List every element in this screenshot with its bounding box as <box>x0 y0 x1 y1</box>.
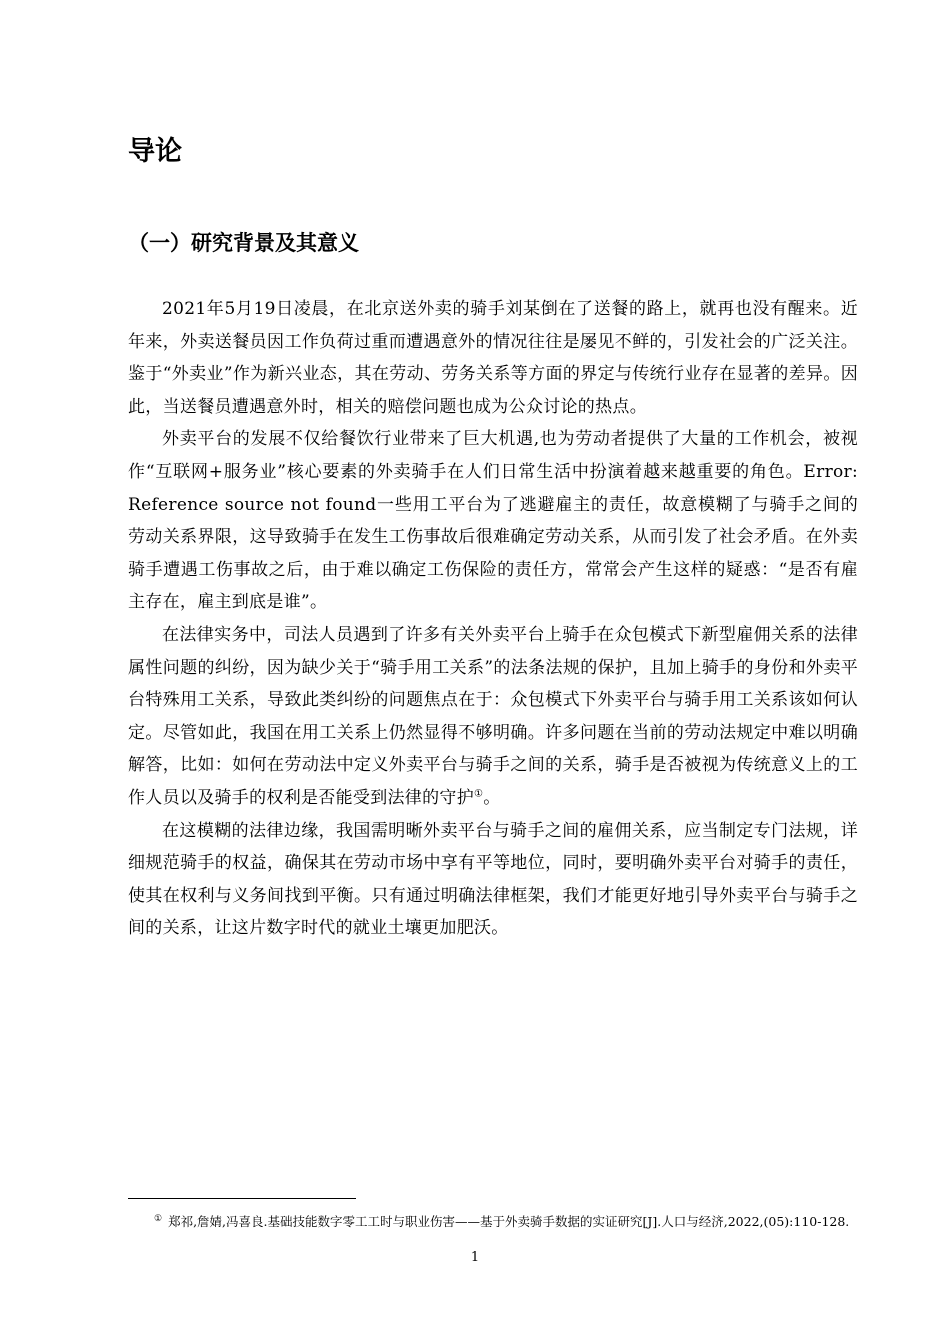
body-text <box>128 293 858 945</box>
paragraph-4: 在这模糊的法律边缘，我国需明晰外卖平台与骑手之间的雇佣关系，应当制定专门法规，详细规范骑手的权益，确保其在劳动市场中享有平等地位，同时，要明确外卖平台对骑手的责任，使其在权利与义务间找到平衡。只有通过明确法律框架，我们才能更好地引导外卖平台与骑手之间的关系，让这片数字时代的就业土壤更加肥沃。 <box>128 820 858 939</box>
footnote <box>128 1208 858 1233</box>
footnote-reference[interactable]: ① <box>474 788 484 800</box>
page-number: 1 <box>470 1250 480 1265</box>
paragraph-1: 2021年5月19日凌晨，在北京送外卖的骑手刘某倒在了送餐的路上，就再也没有醒来。近年来，外卖送餐员因工作负荷过重而遭遇意外的情况往往是屡见不鲜的，引发社会的广泛关注。鉴于“外卖业”作为新兴业态，其在劳动、劳务关系等方面的界定与传统行业存在显著的差异。因此，当送餐员遭遇意外时，相关的赔偿问题也成为公众讨论的热点。 <box>128 299 858 417</box>
footnote-text: 郑祁,詹婧,冯喜良.基础技能数字零工工时与职业伤害——基于外卖骑手数据的实证研究[J].人口与经济,2022,(05):110-128. <box>168 1214 850 1230</box>
section-title: （一）研究背景及其意义 <box>128 231 359 255</box>
paragraph-3: 在法律实务中，司法人员遇到了许多有关外卖平台上骑手在众包模式下新型雇佣关系的法律属性问题的纠纷，因为缺少关于“骑手用工关系”的法条法规的保护，且加上骑手的身份和外卖平台特殊用工关系，导致此类纠纷的问题焦点在于：众包模式下外卖平台与骑手用工关系该如何认定。尽管如此，我国在用工关系上仍然显得不够明确。许多问题在当前的劳动法规定中难以明确解答，比如：如何在劳动法中定义外卖平台与骑手之间的关系，骑手是否被视为传统意义上的工作人员以及骑手的权利是否能受到法律的守护①。 <box>128 624 858 808</box>
footnote-separator <box>128 1198 356 1199</box>
footnote-mark: ① <box>154 1214 163 1224</box>
chapter-title: 导论 <box>128 136 182 167</box>
paragraph-2: 外卖平台的发展不仅给餐饮行业带来了巨大机遇,也为劳动者提供了大量的工作机会，被视作“互联网+服务业”核心要素的外卖骑手在人们日常生活中扮演着越来越重要的角色。Error: Reference source not found一些用工平台为了逃避雇主的责任，故意模糊了与骑手之间的劳动关系界限，这导致骑手在发生工伤事故后很难确定劳动关系，从而引发了社会矛盾。在外卖骑手遭遇工伤事故之后，由于难以确定工伤保险的责任方，常常会产生这样的疑惑：“是否有雇主存在，雇主到底是谁”。 <box>128 429 858 613</box>
